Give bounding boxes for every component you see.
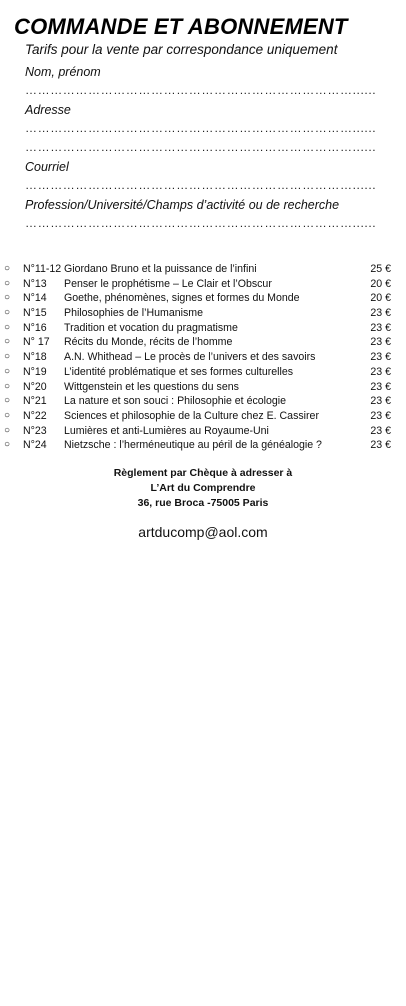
address-field-line-1[interactable]: ……………………………………………………………………...... xyxy=(25,121,377,135)
profession-field-label: Profession/Université/Champs d’activité ou de recherche xyxy=(25,198,340,212)
issue-title: Lumières et anti-Lumières au Royaume-Uni xyxy=(64,424,269,437)
issue-row[interactable] xyxy=(0,350,406,365)
name-field-line[interactable]: ……………………………………………………………………...... xyxy=(25,83,377,97)
issue-row[interactable] xyxy=(0,394,406,409)
issue-number: N°11-12 xyxy=(23,263,62,275)
issue-row[interactable] xyxy=(0,380,406,395)
issue-price: 23 € xyxy=(370,395,391,408)
issue-number: N°14 xyxy=(23,292,47,305)
issue-row[interactable] xyxy=(0,306,406,321)
issue-row[interactable] xyxy=(0,291,406,306)
issue-row[interactable] xyxy=(0,262,406,277)
issue-title: Goethe, phénomènes, signes et formes du Monde xyxy=(64,292,300,305)
issue-title: Nietzsche : l’herméneutique au péril de la généalogie ? xyxy=(64,439,322,452)
checkbox-circle-icon[interactable]: ○ xyxy=(4,263,11,274)
issue-price: 23 € xyxy=(370,336,391,349)
address-field-label: Adresse xyxy=(25,103,71,117)
issue-row[interactable] xyxy=(0,409,406,424)
email-field-line[interactable]: ……………………………………………………………………...... xyxy=(25,178,377,192)
issue-number: N°16 xyxy=(23,321,47,334)
checkbox-circle-icon[interactable]: ○ xyxy=(4,292,11,304)
issue-title: Récits du Monde, récits de l’homme xyxy=(64,336,233,349)
issue-title: L’identité problématique et ses formes culturelles xyxy=(64,365,294,378)
checkbox-circle-icon[interactable]: ○ xyxy=(4,321,11,333)
payment-instructions xyxy=(0,466,406,511)
issue-number: N°15 xyxy=(23,307,47,320)
issue-number: N°18 xyxy=(23,351,47,364)
issue-price: 23 € xyxy=(370,365,391,378)
issue-price: 23 € xyxy=(370,409,391,422)
order-form xyxy=(25,62,380,233)
issue-price: 23 € xyxy=(370,380,391,393)
issue-number: N°23 xyxy=(23,424,47,437)
issue-title: Sciences et philosophie de la Culture chez E. Cassirer xyxy=(64,409,319,422)
checkbox-circle-icon[interactable]: ○ xyxy=(4,409,11,421)
issue-title: Philosophies de l’Humanisme xyxy=(64,307,203,320)
name-field-label: Nom, prénom xyxy=(25,65,101,79)
issue-price: 25 € xyxy=(370,263,391,275)
issue-title: Tradition et vocation du pragmatisme xyxy=(64,321,238,334)
issue-title: A.N. Whithead – Le procès de l’univers et des savoirs xyxy=(64,351,316,364)
issue-row[interactable] xyxy=(0,438,406,453)
issue-price: 23 € xyxy=(370,321,391,334)
issue-number: N°24 xyxy=(23,439,47,452)
issue-price: 23 € xyxy=(370,424,391,437)
issue-title: Giordano Bruno et la puissance de l’infini xyxy=(64,263,257,275)
payment-recipient: L’Art du Comprendre xyxy=(150,482,256,494)
checkbox-circle-icon[interactable]: ○ xyxy=(4,307,11,319)
issue-price: 20 € xyxy=(370,292,391,305)
checkbox-circle-icon[interactable]: ○ xyxy=(4,351,11,363)
checkbox-circle-icon[interactable]: ○ xyxy=(4,424,11,436)
email-field-label: Courriel xyxy=(25,160,69,174)
issue-number: N°22 xyxy=(23,409,47,422)
checkbox-circle-icon[interactable]: ○ xyxy=(4,336,11,348)
checkbox-circle-icon[interactable]: ○ xyxy=(4,439,11,451)
issue-list xyxy=(0,262,406,453)
page-subtitle: Tarifs pour la vente par correspondance uniquement xyxy=(25,42,338,57)
issue-row[interactable] xyxy=(0,424,406,439)
issue-price: 23 € xyxy=(370,439,391,452)
checkbox-circle-icon[interactable]: ○ xyxy=(4,395,11,407)
issue-number: N°20 xyxy=(23,380,47,393)
issue-price: 23 € xyxy=(370,351,391,364)
issue-row[interactable] xyxy=(0,365,406,380)
payment-address: 36, rue Broca -75005 Paris xyxy=(137,497,269,509)
address-field-line-2[interactable]: ……………………………………………………………………...... xyxy=(25,140,377,154)
issue-price: 20 € xyxy=(370,277,391,290)
issue-title: La nature et son souci : Philosophie et écologie xyxy=(64,395,287,408)
issue-number: N° 17 xyxy=(23,336,50,349)
issue-row[interactable] xyxy=(0,277,406,292)
issue-row[interactable] xyxy=(0,335,406,350)
page-title: COMMANDE ET ABONNEMENT xyxy=(14,14,348,39)
checkbox-circle-icon[interactable]: ○ xyxy=(4,277,11,289)
issue-row[interactable] xyxy=(0,321,406,336)
profession-field-line[interactable]: ……………………………………………………………………...... xyxy=(25,216,377,230)
issue-number: N°13 xyxy=(23,277,47,290)
checkbox-circle-icon[interactable]: ○ xyxy=(4,365,11,377)
contact-email[interactable]: artducomp@aol.com xyxy=(138,524,268,540)
payment-line: Règlement par Chèque à adresser à xyxy=(113,467,293,479)
issue-title: Penser le prophétisme – Le Clair et l’Obscur xyxy=(64,277,272,290)
issue-title: Wittgenstein et les questions du sens xyxy=(64,380,239,393)
issue-price: 23 € xyxy=(370,307,391,320)
issue-number: N°21 xyxy=(23,395,47,408)
checkbox-circle-icon[interactable]: ○ xyxy=(4,380,11,392)
issue-number: N°19 xyxy=(23,365,47,378)
